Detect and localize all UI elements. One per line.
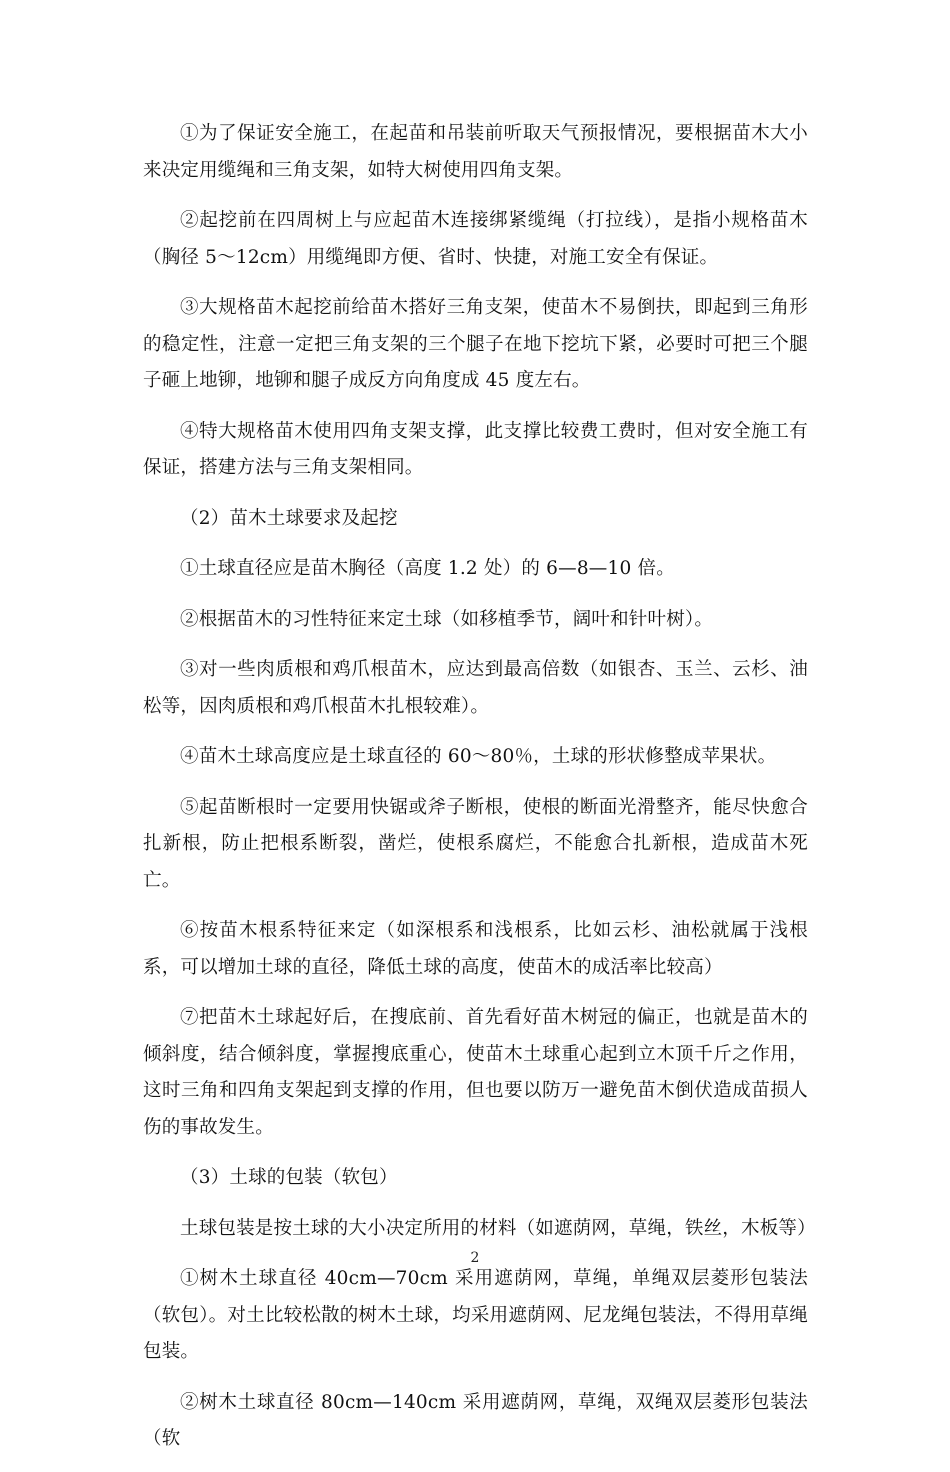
page-number: 2 [470,1250,480,1266]
paragraph: ②根据苗木的习性特征来定土球（如移植季节，阔叶和针叶树）。 [180,608,714,630]
paragraph: ①为了保证安全施工，在起苗和吊装前听取天气预报情况，要根据苗木大小来决定用缆绳和三角支架，如特大树使用四角支架。 [143,123,808,181]
paragraph: ⑦把苗木土球起好后，在搜底前、首先看好苗木树冠的偏正，也就是苗木的倾斜度，结合倾斜度，掌握搜底重心，使苗木土球重心起到立木顶千斤之作用，这时三角和四角支架起到支撑的作用，但也要以防万一避免苗木倒伏造成苗损人伤的事故发生。 [143,1007,808,1138]
paragraph: ①土球直径应是苗木胸径（高度 1.2 处）的 6—8—10 倍。 [180,558,675,579]
paragraph: ②起挖前在四周树上与应起苗木连接绑紧缆绳（打拉线），是指小规格苗木（胸径 5～12cm）用缆绳即方便、省时、快捷，对施工安全有保证。 [143,210,808,268]
paragraph: ①树木土球直径 40cm—70cm 采用遮荫网，草绳，单绳双层菱形包装法（软包）。对土比较松散的树木土球，均采用遮荫网、尼龙绳包装法，不得用草绳包装。 [143,1268,808,1362]
paragraph: ②树木土球直径 80cm—140cm 采用遮荫网，草绳，双绳双层菱形包装法（软 [143,1391,808,1449]
paragraph: 土球包装是按土球的大小决定所用的材料（如遮荫网，草绳，铁丝，木板等） [180,1217,816,1239]
section-heading: （2）苗木土球要求及起挖 [180,507,398,529]
paragraph: ④特大规格苗木使用四角支架支撑，此支撑比较费工费时，但对安全施工有保证，搭建方法与三角支架相同。 [143,420,808,478]
section-heading: （3）土球的包装（软包） [180,1167,398,1188]
paragraph: ③对一些肉质根和鸡爪根苗木，应达到最高倍数（如银杏、玉兰、云杉、油松等，因肉质根和鸡爪根苗木扎根较难）。 [143,659,808,717]
paragraph: ④苗木土球高度应是土球直径的 60～80％，土球的形状修整成苹果状。 [180,746,777,767]
paragraph: ⑥按苗木根系特征来定（如深根系和浅根系，比如云杉、油松就属于浅根系，可以增加土球的直径，降低土球的高度，使苗木的成活率比较高） [143,920,808,978]
paragraph: ③大规格苗木起挖前给苗木搭好三角支架，使苗木不易倒扶，即起到三角形的稳定性，注意一定把三角支架的三个腿子在地下挖坑下紧，必要时可把三个腿子砸上地铆，地铆和腿子成反方向角度成 45 度左右。 [143,297,808,391]
paragraph: ⑤起苗断根时一定要用快锯或斧子断根，使根的断面光滑整齐，能尽快愈合扎新根，防止把根系断裂，凿烂，使根系腐烂，不能愈合扎新根，造成苗木死亡。 [143,796,808,891]
document-body [143,116,816,1472]
